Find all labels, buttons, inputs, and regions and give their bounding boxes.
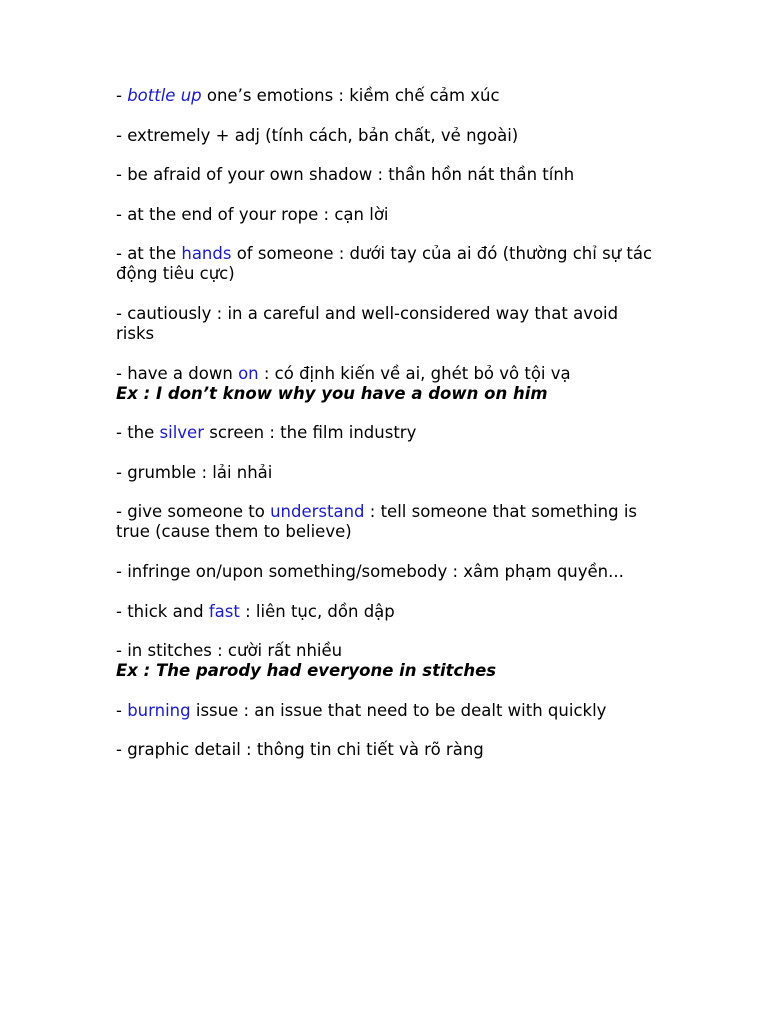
entry-text: - graphic detail : thông tin chi tiết và rõ ràng bbox=[116, 740, 484, 760]
vocab-entry-at-the-hands bbox=[116, 244, 656, 284]
vocab-entry-cautiously bbox=[116, 304, 656, 344]
entry-prefix: - bbox=[116, 86, 128, 105]
entry-text: - grumble : lải nhải bbox=[116, 462, 273, 482]
vocab-entry-have-a-down-on bbox=[116, 364, 656, 404]
entry-prefix: - give someone to bbox=[116, 502, 271, 522]
highlighted-word: fast bbox=[208, 601, 240, 621]
entry-definition: screen : the film industry bbox=[204, 423, 417, 443]
highlighted-word: silver bbox=[159, 423, 204, 443]
entry-text: - cautiously : in a careful and well-considered way that avoid risks bbox=[116, 303, 619, 343]
entry-prefix: - at the bbox=[116, 244, 182, 264]
entry-text: - extremely + adj (tính cách, bản chất, vẻ ngoài) bbox=[116, 125, 519, 145]
vocab-entry-give-to-understand bbox=[116, 502, 656, 542]
highlighted-word: on bbox=[238, 363, 259, 383]
entry-text: - at the end of your rope : cạn lời bbox=[116, 204, 389, 224]
entry-text: - infringe on/upon something/somebody : xâm phạm quyền... bbox=[116, 561, 624, 581]
highlighted-word: understand bbox=[270, 502, 365, 522]
entry-definition: : có định kiến về ai, ghét bỏ vô tội vạ bbox=[258, 363, 571, 383]
vocab-entry-silver-screen bbox=[116, 423, 656, 443]
vocab-entry-end-of-rope bbox=[116, 205, 656, 225]
entry-text: - be afraid of your own shadow : thần hồn nát thần tính bbox=[116, 165, 575, 185]
highlighted-word: burning bbox=[127, 700, 191, 720]
highlighted-word: bottle up bbox=[127, 86, 202, 105]
entry-prefix: - the bbox=[116, 423, 160, 443]
entry-definition: : tell someone that something is true (cause them to believe) bbox=[116, 502, 638, 542]
vocab-entry-infringe bbox=[116, 562, 656, 582]
vocab-entry-graphic-detail bbox=[116, 740, 656, 760]
entry-example: Ex : I don’t know why you have a down on him bbox=[116, 383, 548, 403]
entry-definition: one’s emotions : kiềm chế cảm xúc bbox=[201, 86, 500, 105]
entry-example: Ex : The parody had everyone in stitches bbox=[116, 661, 497, 681]
vocab-entry-afraid-of-shadow bbox=[116, 165, 656, 185]
entry-text: - in stitches : cười rất nhiều bbox=[116, 641, 343, 661]
vocab-entry-in-stitches bbox=[116, 641, 656, 681]
entry-prefix: - have a down bbox=[116, 363, 239, 383]
highlighted-word: hands bbox=[181, 244, 232, 264]
vocab-entry-burning-issue bbox=[116, 701, 656, 721]
entry-definition: : liên tục, dồn dập bbox=[239, 601, 395, 621]
entry-prefix: - thick and bbox=[116, 601, 209, 621]
entry-definition: of someone : dưới tay của ai đó (thường chỉ sự tác động tiêu cực) bbox=[116, 244, 653, 284]
vocab-entry-thick-and-fast bbox=[116, 602, 656, 622]
vocab-entry-grumble bbox=[116, 463, 656, 483]
vocab-entry-extremely bbox=[116, 126, 656, 146]
vocabulary-page bbox=[116, 86, 656, 780]
vocab-entry-bottle-up bbox=[116, 86, 656, 106]
entry-definition: issue : an issue that need to be dealt with quickly bbox=[190, 700, 607, 720]
entry-prefix: - bbox=[116, 700, 128, 720]
